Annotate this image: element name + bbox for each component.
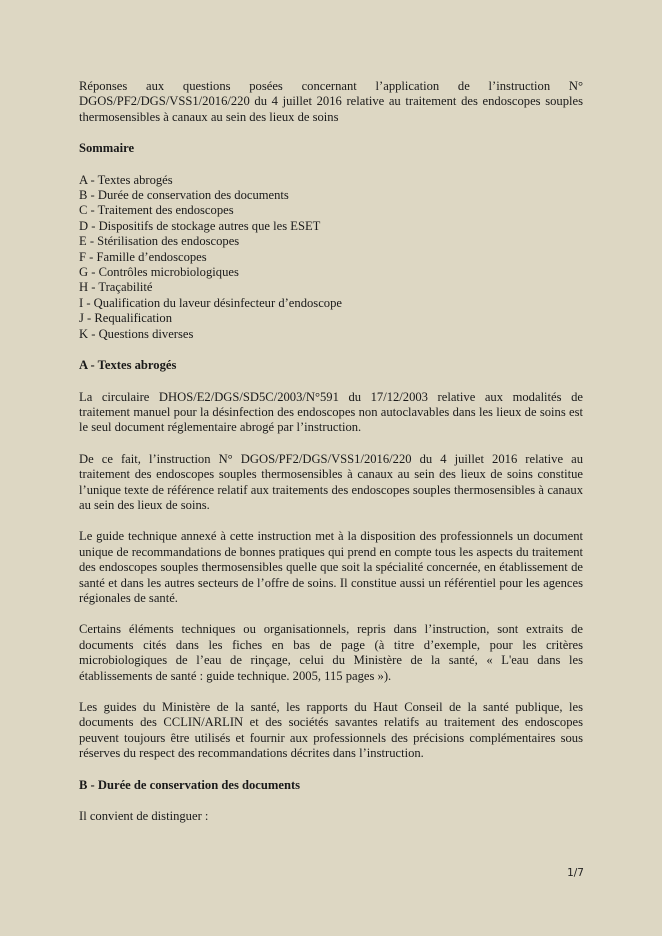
summary-item-f: F - Famille d’endoscopes [79, 249, 207, 264]
intro-paragraph: Réponses aux questions posées concernant l’application de l’instruction N° DGOS/PF2/DGS/VSS1/2016/220 du 4 juillet 2016 relative au traitement des endoscopes souples thermosensibles à canaux au sein des lieux de soins [79, 79, 583, 124]
summary-item-h: H - Traçabilité [79, 280, 153, 295]
summary-item-a: A - Textes abrogés [79, 172, 173, 187]
summary-item-d: D - Dispositifs de stockage autres que les ESET [79, 218, 321, 233]
summary-item-e: E - Stérilisation des endoscopes [79, 234, 240, 249]
section-a-paragraph: Le guide technique annexé à cette instruction met à la disposition des professionnels un document unique de recommandations de bonnes pratiques qui prend en compte tous les aspects du traitement des endoscopes souples thermosensibles quelle que soit la spécialité concernée, en établissement de santé et dans les autres secteurs de l’offre de soins. Il constitue aussi un référentiel pour les agences régionales de santé. [79, 529, 583, 605]
summary-item-c: C - Traitement des endoscopes [79, 203, 234, 218]
summary-item-g: G - Contrôles microbiologiques [79, 265, 239, 280]
summary-item-b: B - Durée de conservation des documents [79, 188, 289, 203]
section-a-paragraph: Les guides du Ministère de la santé, les rapports du Haut Conseil de la santé publique, les documents des CCLIN/ARLIN et des sociétés savantes relatifs au traitement des endoscopes peuvent toujours être utilisés et fournir aux professionnels des précisions complémentaires sous réserves du respect des recommandations décrites dans l’instruction. [79, 700, 583, 761]
section-a-paragraph: De ce fait, l’instruction N° DGOS/PF2/DGS/VSS1/2016/220 du 4 juillet 2016 relative au traitement des endoscopes souples thermosensibles à canaux au sein des lieux de soins constitue l’unique texte de référence relatif aux traitements des endoscopes souples thermosensibles à canaux au sein des lieux de soins. [79, 451, 583, 512]
section-b-paragraph: Il convient de distinguer : [79, 809, 209, 824]
summary-item-i: I - Qualification du laveur désinfecteur d’endoscope [79, 295, 342, 310]
section-a-paragraph: Certains éléments techniques ou organisationnels, repris dans l’instruction, sont extraits de documents cités dans les fiches en bas de page (à titre d’exemple, pour les critères microbiologiques de l’eau de rinçage, celui du Ministère de la santé, « L'eau dans les établissements de santé : guide technique. 2005, 115 pages »). [79, 622, 583, 683]
page-number: 1/7 [567, 867, 584, 879]
summary-item-j: J - Requalification [79, 311, 173, 326]
summary-title: Sommaire [79, 141, 135, 156]
section-b-title: B - Durée de conservation des documents [79, 777, 301, 792]
section-a-paragraph: La circulaire DHOS/E2/DGS/SD5C/2003/N°591 du 17/12/2003 relative aux modalités de traitement manuel pour la désinfection des endoscopes non autoclavables dans les lieux de soins est le seul document réglementaire abrogé par l’instruction. [79, 389, 583, 435]
summary-list [79, 173, 583, 342]
summary-item-k: K - Questions diverses [79, 326, 194, 341]
section-a-title: A - Textes abrogés [79, 358, 177, 373]
